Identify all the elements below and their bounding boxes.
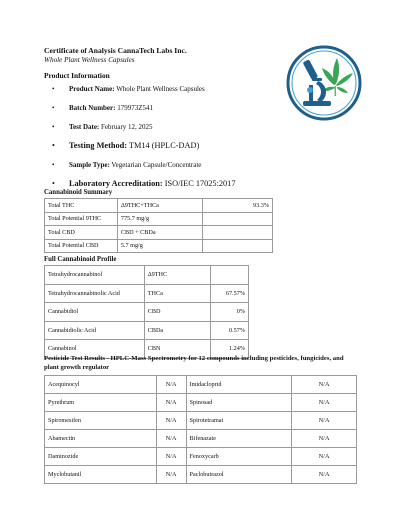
- full-profile-table: [44, 265, 249, 359]
- table-row: Cannabidiol CBD 0%: [45, 303, 249, 322]
- table-row: Total Potential CBD 5.7 mg/g: [45, 239, 273, 253]
- table-row: Acequinocyl N/A Imidacloprid N/A: [45, 376, 357, 394]
- table-row: Daminozide N/A Fenoxycarb N/A: [45, 448, 357, 466]
- table-row: Cannabidiolic Acid CBDa 0.57%: [45, 321, 249, 340]
- coa-page: Certificate of Analysis CannaTech Labs Inc. Whole Plant Wellness Capsules Product Information • Product Name: Whole Plant Wellness Capsules • Batch Number: 179973Z541 • Test Date: February 12, 2025 • Testing Method: TM14 (HPLC-DAD) • Sample Type: Vegetarian Capsule/Concentrate • Laboratory Accreditation: ISO/IEC 17025:2017 Cannabinoid Summary Total THC Δ9THC+THCa 93.3% Total Potential 9THC 775.7 mg/g Total CBD CBD + CBDa Total Potential CBD 5.7 mg/g Full Cannabinoid Profile Tetrahydrocannabinol Δ9THC Tetrahydrocannabinolic Acid THCa 67.57% Cannabidiol CBD 0% Cannabidiolic Acid CBDa 0.57% Cannabinol CBN 1.24% Pesticide Test Results - HPLC-Mass Spectrometry for 12 compounds including pesticides, fungicides, and plant growth regulator Acequinocyl N/A Imidacloprid N/A Pyrethrum N/A Spinosad N/A Spiromesifen N/A Spirotetramat N/A Abamectin N/A Bifenazate N/A Daminozide N/A Fenoxycarb N/A Myclobutanil N/A Paclobutrazol N/A: [0, 0, 400, 521]
- microscope-cannabis-leaf-icon: [285, 44, 363, 122]
- cannabinoid-summary-heading: Cannabinoid Summary: [44, 189, 113, 196]
- table-row: Myclobutanil N/A Paclobutrazol N/A: [45, 466, 357, 484]
- table-row: Abamectin N/A Bifenazate N/A: [45, 430, 357, 448]
- table-row: Total CBD CBD + CBDa: [45, 226, 273, 240]
- table-row: Total Potential 9THC 775.7 mg/g: [45, 212, 273, 226]
- product-info-heading: Product Information: [44, 71, 110, 80]
- table-row: Cannabinol CBN 1.24%: [45, 340, 249, 359]
- table-row: Spiromesifen N/A Spirotetramat N/A: [45, 412, 357, 430]
- pesticide-heading: Pesticide Test Results - HPLC-Mass Spectrometry for 12 compounds including pesticides, fungicides, and plant growth regulator: [44, 355, 344, 371]
- document-title: Certificate of Analysis CannaTech Labs Inc.: [44, 46, 187, 55]
- table-row: Tetrahydrocannabinolic Acid THCa 67.57%: [45, 284, 249, 303]
- table-row: Tetrahydrocannabinol Δ9THC: [45, 266, 249, 285]
- table-row: Total THC Δ9THC+THCa 93.3%: [45, 199, 273, 213]
- cannabinoid-summary-table: [44, 198, 273, 253]
- table-row: Pyrethrum N/A Spinosad N/A: [45, 394, 357, 412]
- full-profile-heading: Full Cannabinoid Profile: [44, 256, 117, 263]
- pesticide-table: [44, 375, 357, 484]
- product-subtitle: Whole Plant Wellness Capsules: [44, 56, 135, 64]
